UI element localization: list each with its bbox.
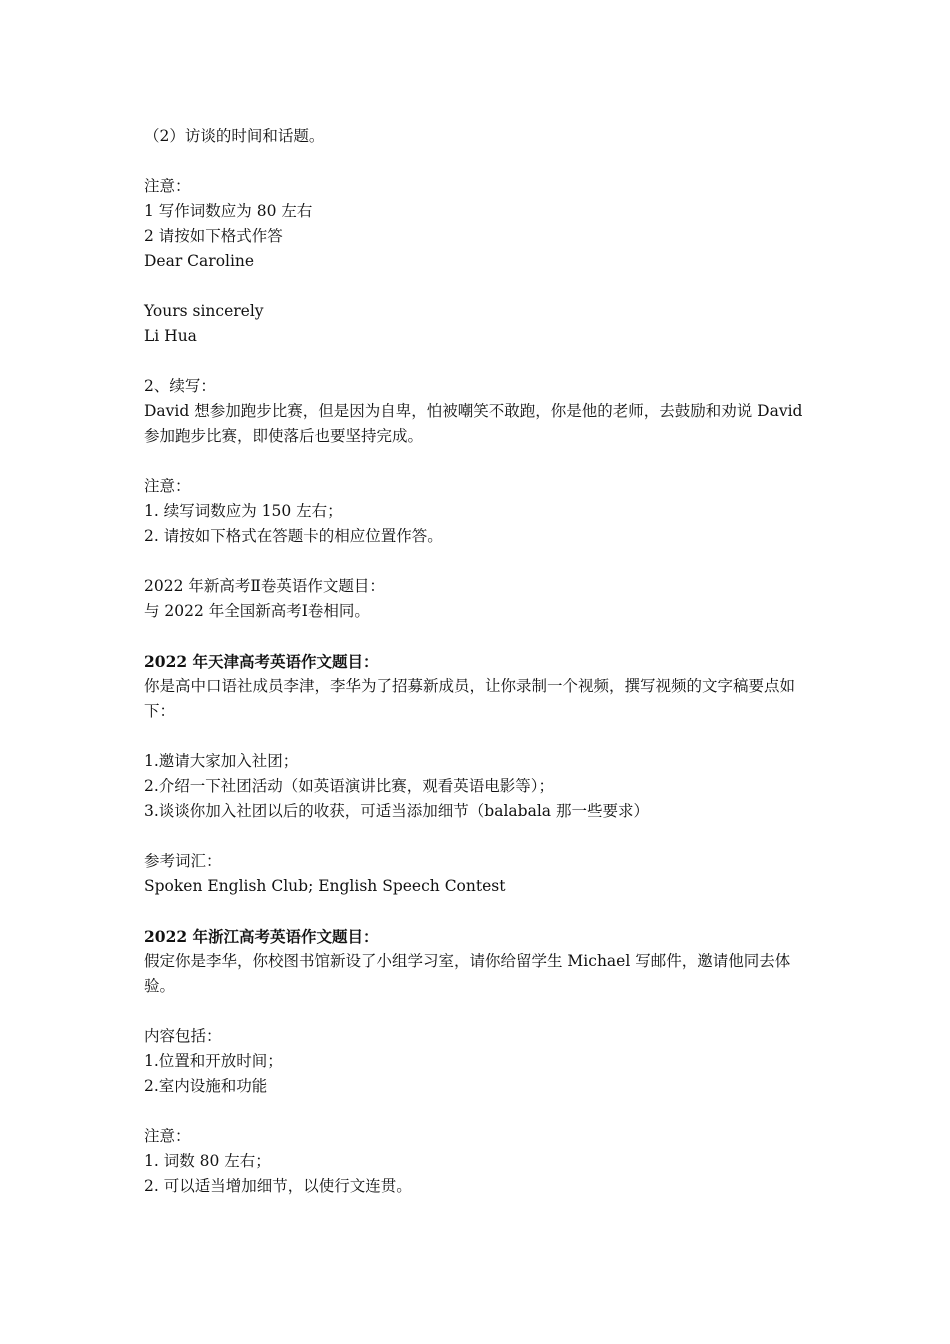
spacer — [144, 149, 808, 174]
zhejiang-content-item: 1.位置和开放时间； — [144, 1052, 283, 1070]
interview-item: （2）访谈的时间和话题。 — [144, 127, 325, 145]
tianjin-vocab-heading: 参考词汇： — [144, 852, 222, 870]
spacer — [144, 1099, 808, 1124]
zhejiang-note: 2. 可以适当增加细节，以使行文连贯。 — [144, 1177, 412, 1195]
exam-ii-heading: 2022 年新高考Ⅱ卷英语作文题目： — [144, 577, 385, 595]
zhejiang-content-heading: 内容包括： — [144, 1027, 222, 1045]
spacer — [144, 349, 808, 374]
letter-closing: Yours sincerely — [144, 302, 264, 320]
continuation-notes-heading: 注意： — [144, 477, 191, 495]
document-body — [144, 124, 808, 1199]
zhejiang-notes-heading: 注意： — [144, 1127, 191, 1145]
continuation-note: 2. 请按如下格式在答题卡的相应位置作答。 — [144, 527, 443, 545]
spacer — [144, 274, 808, 299]
spacer — [144, 724, 808, 749]
zhejiang-note: 1. 词数 80 左右； — [144, 1152, 271, 1170]
tianjin-point: 1.邀请大家加入社团； — [144, 752, 299, 770]
task1-note-item: 2 请按如下格式作答 — [144, 227, 283, 245]
spacer — [144, 549, 808, 574]
tianjin-body: 你是高中口语社成员李津，李华为了招募新成员，让你录制一个视频，撰写视频的文字稿要点如下： — [144, 677, 796, 720]
exam-ii-body: 与 2022 年全国新高考Ⅰ卷相同。 — [144, 602, 370, 620]
zhejiang-heading: 2022 年浙江高考英语作文题目： — [144, 927, 379, 946]
continuation-note: 1. 续写词数应为 150 左右； — [144, 502, 343, 520]
spacer — [144, 449, 808, 474]
tianjin-heading: 2022 年天津高考英语作文题目： — [144, 652, 379, 671]
tianjin-point: 2.介绍一下社团活动（如英语演讲比赛，观看英语电影等）； — [144, 777, 555, 795]
spacer — [144, 899, 808, 924]
task1-note-item: 1 写作词数应为 80 左右 — [144, 202, 313, 220]
spacer — [144, 624, 808, 649]
zhejiang-content-item: 2.室内设施和功能 — [144, 1077, 268, 1095]
continuation-heading: 2、续写： — [144, 377, 216, 395]
spacer — [144, 824, 808, 849]
letter-signature: Li Hua — [144, 327, 197, 345]
task1-notes-heading: 注意： — [144, 177, 191, 195]
zhejiang-body: 假定你是李华，你校图书馆新设了小组学习室，请你给留学生 Michael 写邮件，邀请他同去体验。 — [144, 952, 791, 995]
tianjin-vocab: Spoken English Club; English Speech Contest — [144, 877, 506, 895]
tianjin-point: 3.谈谈你加入社团以后的收获，可适当添加细节（balabala 那一些要求） — [144, 802, 649, 820]
spacer — [144, 999, 808, 1024]
continuation-body: David 想参加跑步比赛，但是因为自卑，怕被嘲笑不敢跑，你是他的老师，去鼓励和劝说 David 参加跑步比赛，即使落后也要坚持完成。 — [144, 402, 808, 445]
letter-greeting: Dear Caroline — [144, 252, 255, 270]
